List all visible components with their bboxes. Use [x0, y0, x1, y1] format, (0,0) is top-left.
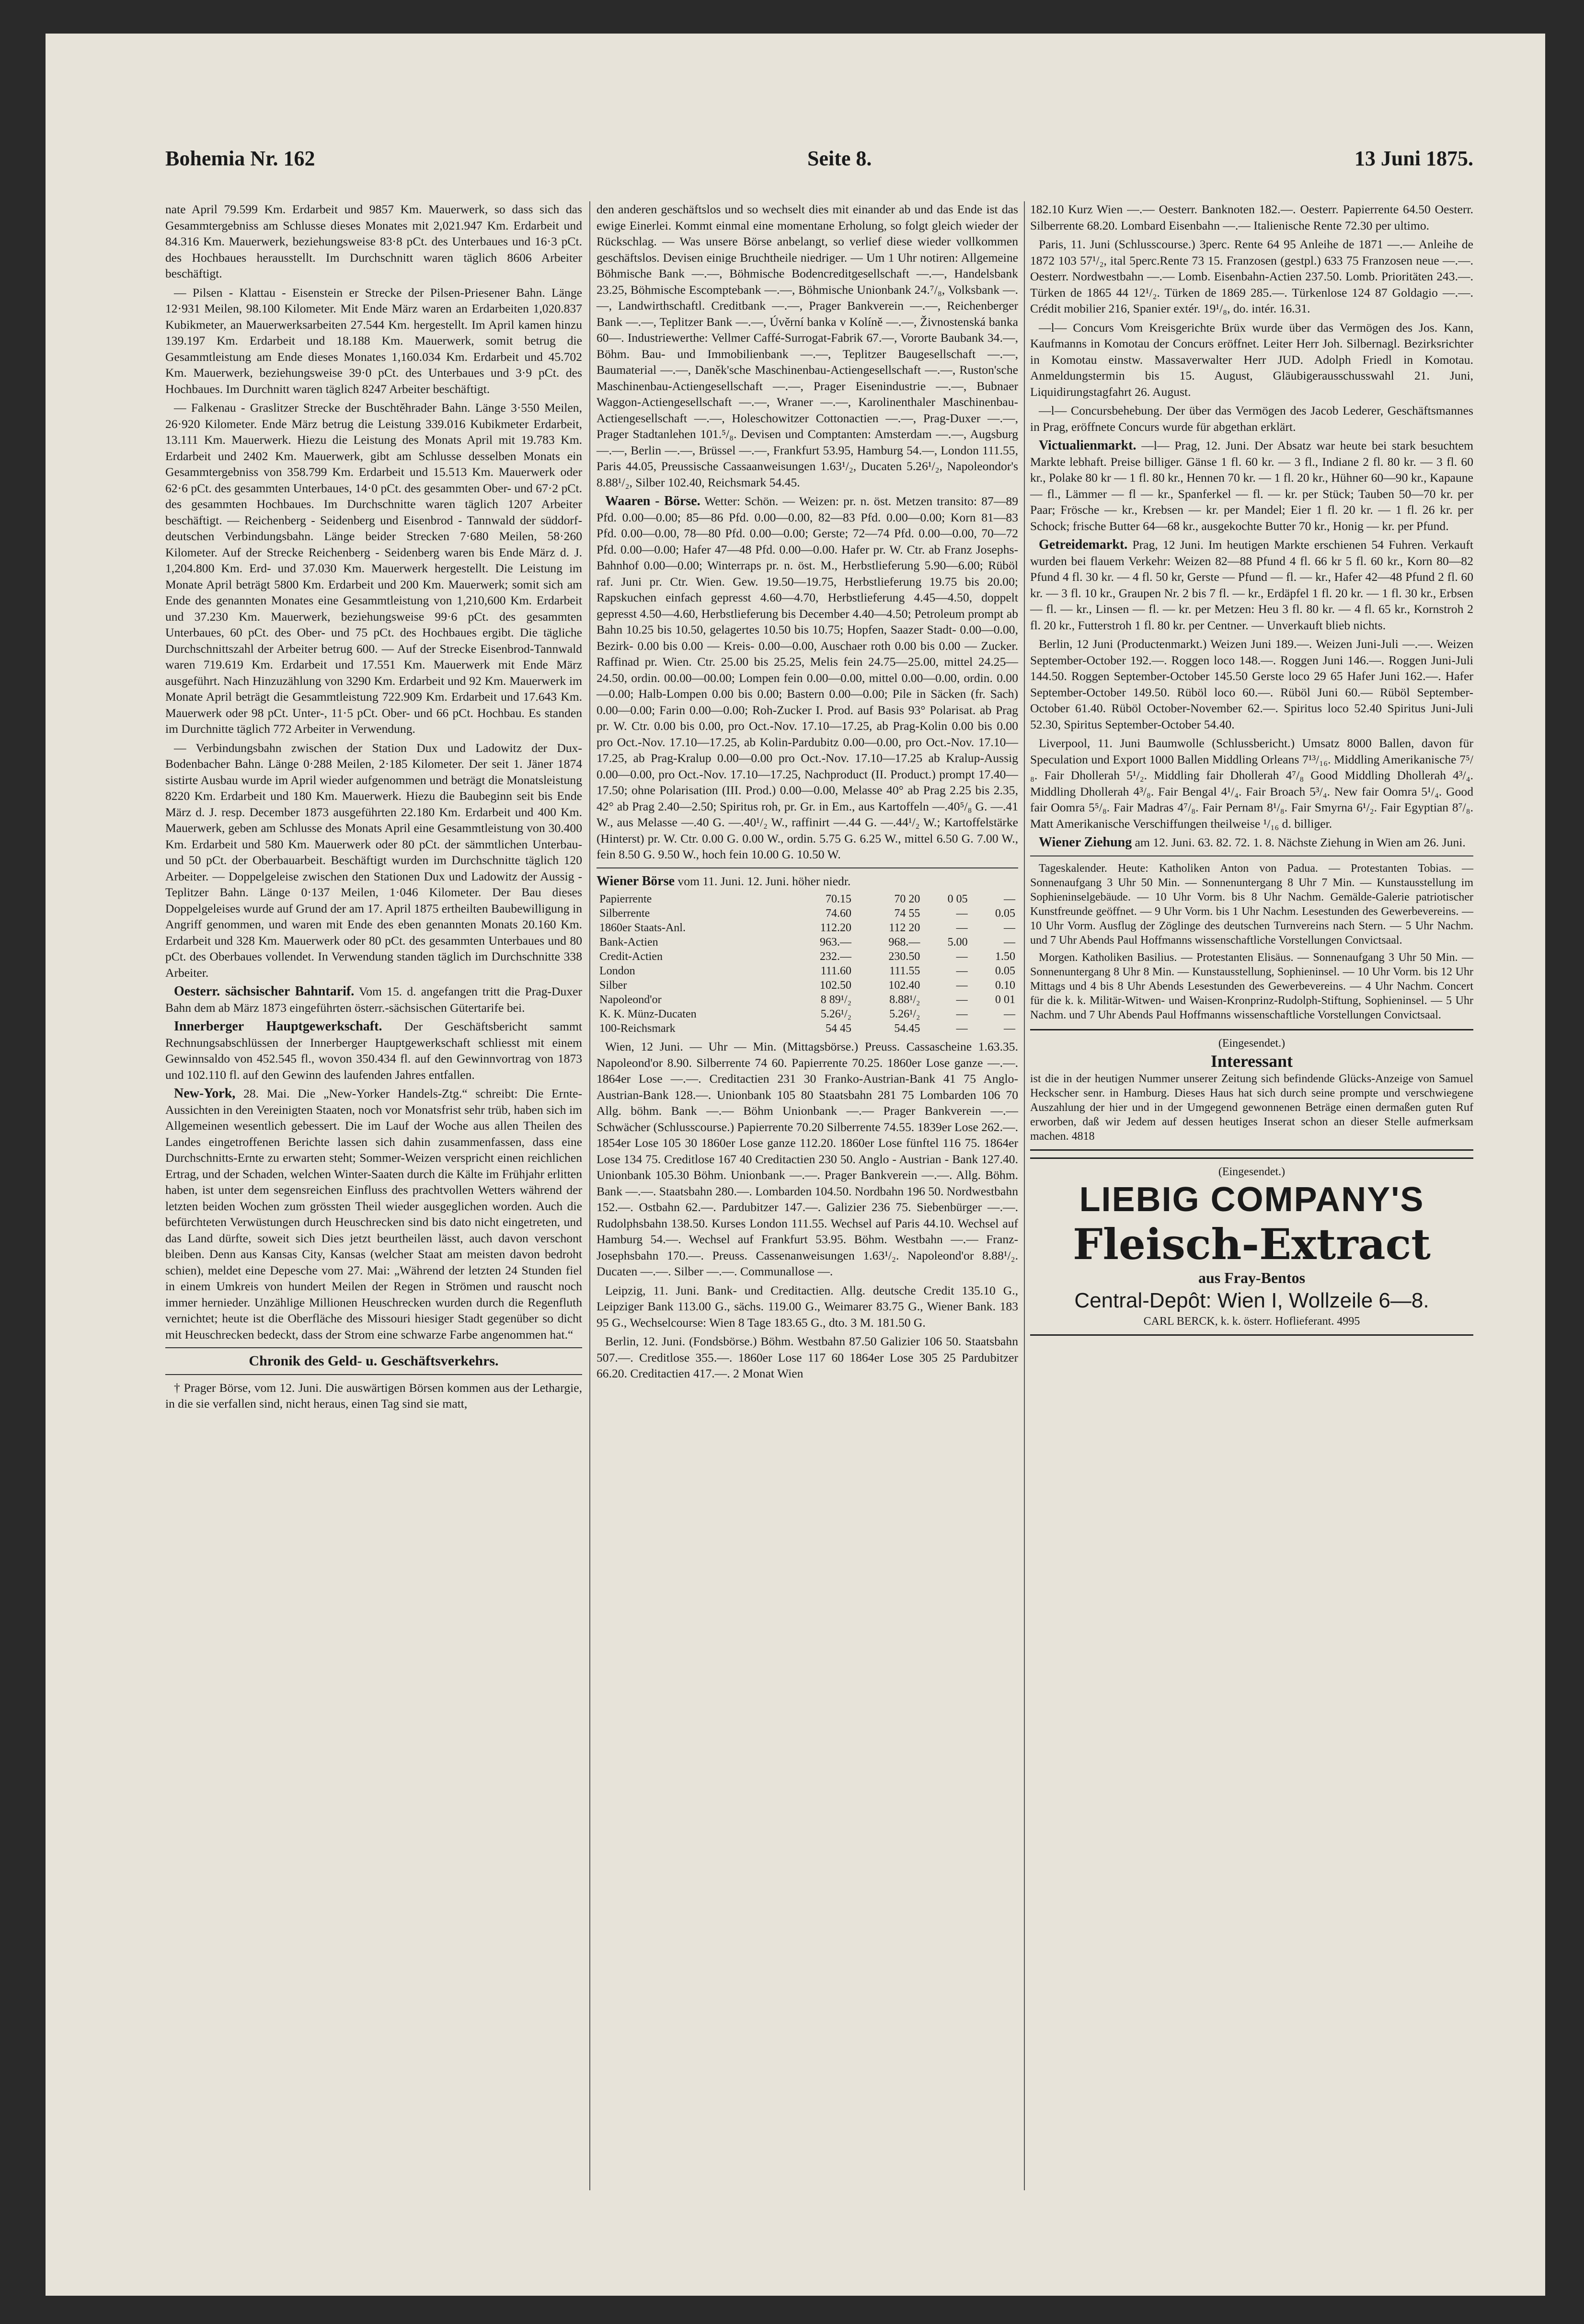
table-cell-value: 70.15 [825, 893, 851, 905]
section-heading: New-York, [174, 1086, 236, 1101]
table-cell-value: 230.50 [888, 950, 920, 963]
article-paragraph: — Falkenau - Graslitzer Strecke der Buschtěhrader Bahn. Länge 3·550 Meilen, 26·920 Kilometer. Ende März betrug die Leistung 339.016 Kubikmeter Erdarbeit, 13.111 Km. Mauerwerk. Hiezu die Leistung des Monats April mit 19.783 Km. Erdarbeit und 2402 Km. Mauerwerk, gibt am Schlusse desselben Monats ein Gesammtergebniss von 358.799 Km. Erdarbeit und 15.513 Km. Mauerwerk oder 62·6 pCt. des gesammten Unterbaues, 14·0 pCt. des gesammten Ober- und 67·2 pCt. des gesammten Hochbaues. Im Durchschnitte waren täglich 1207 Arbeiter beschäftigt. — Reichenberg - Seidenberg und Eisenbrod - Tannwald der süddorf-deutschen Verbindungsbahn. Länge beider Strecken 7·680 Meilen, 58·260 Kilometer. Auf der Strecke Reichenberg - Seidenberg waren bis Ende März d. J. 1,204.800 Km. Erd- und 37.030 Km. Mauerwerk hergestellt. Die Leistung im Monate April beträgt 5800 Km. Erdarbeit und 200 Km. Mauerwerk; somit sich am Ende des genannten Monates eine Gesammtleistung von 1,210,600 Km. Erdarbeit und 37.230 Km. Mauerwerk, beziehungsweise 99·6 pCt. des gesammten Unterbaues, 60 pCt. des Ober- und 75 pCt. des Hochbaues ergibt. Die tägliche Durchschnittszahl der Arbeiter betrug 600. — Auf der Strecke Eisenbrod-Tannwald waren 719.619 Km. Erdarbeit und 17.551 Km. Mauerwerk mit Ende März ausgeführt. Nach Hinzuzählung von 3290 Km. Erdarbeit und 92 Km. Mauerwerk im Monate April beträgt die Gesammtleistung 722.909 Km. Erdarbeit und 17.643 Km. Mauerwerk oder 98 pCt. Unter-, 11·5 pCt. Ober- und 66 pCt. Hochbau. Es standen im Durchnitte täglich 772 Arbeiter in Verwendung. [165, 401, 582, 736]
article-paragraph: Der Geschäftsbericht sammt Rechnungsabschlüssen der Innerberger Hauptgewerkschaft schliesst mit einem Gewinnsaldo von 452.545 fl., wovon 350.434 fl. auf den Gewinnvortrag von 1873 und 102.110 fl. auf den Gewinn des laufenden Jahres entfallen. [165, 1019, 582, 1082]
article-paragraph: am 12. Juni. 63. 82. 72. 1. 8. Nächste Ziehung in Wien am 26. Juni. [1135, 835, 1466, 849]
paper-name: Bohemia Nr. 162 [165, 147, 315, 170]
table-row [597, 935, 1018, 949]
article-paragraph: Berlin, 12. Juni. (Fondsbörse.) Böhm. Westbahn 87.50 Galizier 106 50. Staatsbahn 507.—. Creditlose 355.—. 1860er Lose 117 60 1864er Lose 305 25 Pardubitzer 66.20. Creditactien 417.—. 2 Monat Wien [597, 1334, 1018, 1380]
section-heading: Waaren - Börse. [605, 494, 700, 509]
table-cell-value: 963.— [819, 936, 851, 948]
article-paragraph: Wetter: Schön. — Weizen: pr. n. öst. Metzen transito: 87—89 Pfd. 0.00—0.00; 85—86 Pfd. 0.00—0.00, 82—83 Pfd. 0.00—0.00; Korn 81—83 Pfd. 0.00—0.00, 78—80 Pfd. 0.00—0.00; Gerste; 72—74 Pfd. 0.00—0.00, 70—72 Pfd. 0.00—0.00; Hafer 47—48 Pfd. 0.00—0.00. Hafer pr. W. Ctr. ab Franz Josephs-Bahnhof 0.00—0.00; Winterraps pr. n. öst. M., Herbstlieferung 5.90—6.00; Rüböl raf. Juni pr. Ctr. Wien. Gew. 19.50—19.75, Herbstlieferung 19.75 bis 20.00; Rapskuchen einfach gepresst 4.60—4.70, Herbstlieferung 4.45—4.50, doppelt gepresst 4.50—4.60, Herbstlieferung bis December 4.40—4.50; Petroleum prompt ab Bahn 10.25 bis 10.50, gelagertes 10.50 bis 10.75; Hopfen, Saazer Stadt- 0.00—0.00, Bezirk- 0.00 bis 0.00 — Kreis- 0.00—0.00, Auschaer roth 0.00 bis 0.00 — Zucker. Raffinad pr. Wien. Ctr. 25.00 bis 25.25, Melis fein 24.75—25.00, mittel 24.25—24.50, ordin. 00.00—00.00; Lompen fein 0.00—0.00, mittel 0.00—0.00, ordin. 0.00—0.00; Halb-Lompen 0.00 bis 0.00; Bastern 0.00—0.00; Pile in Säcken (fr. Sach) 0.00—0.00; Farin 0.00—0.00; Roh-Zucker I. Prod. auf Basis 93° Polarisat. ab Prag pr. W. Ctr. 0.00 bis 0.00, pro Oct.-Nov. 17.10—17.25, ab Prag-Kolin 0.00 bis 0.00 pro Oct.-Nov. 17.10—17.25, ab Kolin-Pardubitz 0.00—0.00, pro Oct.-Nov. 17.10—17.25, ab Prag-Kralup 0.00—0.00 pro Oct.-Nov. 17.10—17.25 ab Kralup-Aussig 0.00—0.00, pro Oct.-Nov. 17.10—17.25, Nachproduct (II. Product.) prompt 17.40—17.50; ohne Polarisation (III. Prod.) 0.00—0.00, Melasse 40° ab Prag 2.25 bis 2.35, 42° ab Prag 2.40—2.50; Spiritus roh, pr. Gr. in Em., aus Kartoffeln —.40⁵/₈ G. —.41 W., aus Melasse —.40 G. —.40¹/₂ W., raffinirt —.44 G. —.44¹/₂ W.; Kartoffelstärke (Hinterst) pr. W. Ctr. 0.00 G. 0.00 W., ordin. 5.75 G. 6.25 W., mittel 6.50 G. 7.00 W., fein 8.50 G. 9.50 W., hoch fein 10.00 G. 10.50 W. [597, 494, 1018, 861]
table-row [597, 978, 1018, 993]
table-cell-value: — [1004, 1022, 1015, 1035]
table-cell-value: 112 20 [889, 922, 920, 934]
table-cell-value: — [956, 994, 968, 1006]
table-cell-value: 5.26¹/₂ [820, 1008, 851, 1020]
table-cell-value: 102.50 [819, 979, 851, 992]
article-paragraph: —l— Concursbehebung. Der über das Vermögen des Jacob Lederer, Geschäftsmannes in Prag, eröffnete Concurs wurde für abgethan erklärt. [1030, 404, 1473, 434]
article-paragraph: 182.10 Kurz Wien —.— Oesterr. Banknoten 182.—. Oesterr. Papierrente 64.50 Oesterr. Silberrente 68.20. Lombard Eisenbahn —.— Italienische Rente 72.30 per ultimo. [1030, 202, 1473, 232]
advert-liebig [1030, 1157, 1473, 1336]
table-cell-label: Silber [599, 979, 627, 992]
advert-tag: (Eingesendet.) [1218, 1165, 1286, 1178]
page-header [165, 117, 1473, 170]
table-cell-value: — [956, 965, 968, 977]
table-cell-value: 968.— [888, 936, 920, 948]
table-cell-value: 112.20 [820, 922, 851, 934]
exchange-table [597, 892, 1018, 1036]
calendar-paragraph: Tageskalender. Heute: Katholiken Anton von Padua. — Protestanten Tobias. — Sonnenaufgang 3 Uhr 50 Min. — Sonnenuntergang 8 Uhr 7 Min. — Kunstausstellung im Sophieninselgebäude. — 10 Uhr Vorm. bis 8 Uhr Nachm. Gemälde-Galerie patriotischer Kunstfreunde geöffnet. — 9 Uhr Vorm. bis 1 Uhr Nachm. Lesestunden des Gewerbevereins. — 10 Uhr Vorm. Ausflug der Zöglinge des deutschen Turnvereins nach Stern. — 5 Uhr Nachm. und 7 Uhr Abends Paul Hoffmanns wissenschaftliche Vorstellungen Convictsaal. [1030, 862, 1473, 947]
table-cell-value: 0 01 [995, 994, 1015, 1006]
issue-date: 13 Juni 1875. [1354, 147, 1473, 170]
table-cell-label: K. K. Münz-Ducaten [599, 1008, 697, 1020]
table-cell-value: — [956, 1008, 968, 1020]
table-cell-label: Silberrente [599, 907, 650, 920]
table-cell-value: 8.88¹/₂ [889, 994, 920, 1006]
column-1 [165, 201, 582, 1415]
advert-product: Fleisch-Extract [1073, 1219, 1431, 1269]
table-cell-label: Bank-Actien [599, 936, 658, 948]
calendar-paragraph: Morgen. Katholiken Basilius. — Protestanten Elisäus. — Sonnenaufgang 3 Uhr 50 Min. — Sonnenuntergang 8 Uhr 8 Min. — Kunstausstellung, Sophieninsel. — 10 Uhr Vorm. bis 12 Uhr Mittags und 4 bis 8 Uhr Abends Lesestunden des Gewerbevereins. — 4 Uhr Nachm. Concert für die k. k. Militär-Witwen- und Waisen-Kronprinz-Rudolph-Stiftung, Sophieninsel. — 5 Uhr Nachm. und 7 Uhr Abends Paul Hoffmanns wissenschaftliche Vorstellungen Convictsaal. [1030, 951, 1473, 1021]
column-separator [589, 201, 590, 2190]
table-cell-label: Credit-Actien [599, 950, 663, 963]
advert-depot: Central-Depôt: Wien I, Wollzeile 6—8. [1074, 1288, 1429, 1312]
column-separator [1024, 201, 1025, 2190]
table-cell-value: 74 55 [894, 907, 920, 920]
article-paragraph: Vom 15. d. angefangen tritt die Prag-Duxer Bahn dem ab März 1873 eingeführten österr.-sächsischen Gütertarife bei. [165, 984, 583, 1015]
table-cell-value: 5.26¹/₂ [889, 1008, 920, 1020]
table-cell-value: — [1004, 922, 1015, 934]
article-paragraph: den anderen geschäftslos und so wechselt dies mit einander ab und das Ende ist das ewige Einerlei. Kommt einmal eine momentane Erholung, so folgt gleich wieder der Rückschlag. — Was unsere Börse anbelangt, so verlief diese wieder vollkommen geschäftslos. Devisen einige Bruchtheile niedriger. — Um 1 Uhr notiren: Allgemeine Böhmische Bank —.—, Böhmische Bodencreditgesellschaft —.—, Handelsbank 23.25, Böhmische Escomptebank —.—, Böhmische Unionbank 24.⁷/₈, Volksbank —.—, Landwirthschaftl. Creditbank —.—, Prager Bankverein —.—, Reichenberger Bank —.—, Teplitzer Bank —.—, Úvěrní banka v Kolíně —.—, Živnostenská banka 60—. Industriewerthe: Vellmer Caffé-Surrogat-Fabrik 67.—, Vororte Baubank 34.—, Böhm. Bau- und Immobilienbank —.—, Teplitzer Baugesellschaft —.—, Baumaterial —.—, Daněk'sche Maschinenbau-Actiengesellschaft —.—, Ruston'sche Maschinenbau-Actiengesellschaft —.—, Prager Eisenindustrie —.—, Bubnaer Waggon-Actiengesellschaft —.—, Wraner —.—, Karolinenthaler Maschinenbau-Actiengesellschaft —.—, Holeschowitzer Cottonactien —.—, Prag-Duxer —.—, Prager Stadtanlehen 101.⁵/₈. Devisen und Comptanten: Amsterdam —.—, Augsburg —.—, Berlin —.—, Brüssel —.—, Frankfurt 53.95, Hamburg 54.—, London 111.55, Paris 44.05, Preussische Cassaanweisungen 1.63¹/₂, Ducaten 5.26¹/₂, Napoleondor's 8.88¹/₂, Silber 102.40, Reichsmark 54.45. [597, 202, 1018, 489]
table-cell-value: — [956, 922, 968, 934]
table-row [597, 949, 1018, 964]
table-cell-value: — [1004, 936, 1015, 948]
advert-title: Interessant [1210, 1051, 1293, 1071]
table-cell-value: — [956, 979, 968, 992]
article-paragraph: Liverpool, 11. Juni Baumwolle (Schlussbericht.) Umsatz 8000 Ballen, davon für Speculation und Export 1000 Ballen Middling Orleans 7¹³/₁₆. Middling Amerikanische 7⁵/₈. Fair Dhollerah 5¹/₂. Middling fair Dhollerah 4⁷/₈ Good Middling Dhollerah 4³/₄. Middling Dhollerah 4³/₈. Fair Bengal 4¹/₄. Fair Broach 5³/₄. New fair Oomra 5¹/₄. Good fair Oomra 5⁵/₈. Fair Madras 4⁷/₈. Fair Pernam 8¹/₈. Fair Smyrna 6¹/₂. Fair Egyptian 8⁷/₈. Matt Amerikanische Verschiffungen theilweise ¹/₁₆ d. billiger. [1030, 736, 1473, 831]
table-cell-value: — [956, 907, 968, 920]
table-cell-label: 1860er Staats-Anl. [599, 922, 686, 934]
table-cell-value: 70 20 [894, 893, 920, 905]
article-paragraph: —l— Prag, 12. Juni. Der Absatz war heute bei stark besuchtem Markte lebhaft. Preise billiger. Gänse 1 fl. 60 kr. — 3 fl., Indiane 2 fl. 80 kr. — 3 fl. 60 kr., Polake 80 kr — 1 fl. 80 kr., Hennen 70 kr. — 1 fl. 20 kr., Hühner 60—90 kr., Kapaune — fl., Lämmer — fl — kr., Spanferkel — fl. — kr. per Stück; Tauben 50—70 kr. per Paar; Frösche — kr., Krebsen — kr. per Mandel; Eier 1 fl. 20 kr. — 1 fl. 26 kr. per Schock; frische Butter 64—68 kr., ausgekochte Butter 70 kr., Honig — kr. per Pfund. [1030, 439, 1473, 533]
divider [165, 1374, 582, 1375]
table-cell-value: — [1004, 893, 1015, 905]
article-paragraph: Paris, 11. Juni (Schlusscourse.) 3perc. Rente 64 95 Anleihe de 1871 —.— Anleihe de 1872 103 57¹/₂, ital 5perc.Rente 73 15. Franzosen (gestpl.) 633 75 Franzosen neue —.—. Oesterr. Nordwestbahn —.— Lomb. Eisenbahn-Actien 237.50. Lomb. Prioritäten 243.—. Türken de 1865 44 12¹/₂. Türken de 1869 285.—. Türkenlose 124 87 Goldagio —.—. Crédit mobilier 216, Spanier extér. 19¹/₈, do. intér. 16.31. [1030, 237, 1473, 315]
advert-brand: LIEBIG COMPANY'S [1079, 1180, 1424, 1219]
article-paragraph: Wien, 12 Juni. — Uhr — Min. (Mittagsbörse.) Preuss. Cassascheine 1.63.35. Napoleond'or 8.90. Silberrente 74 60. Papierrente 70.25. 1860er Lose ganze —.—. 1864er Lose —.—. Creditactien 231 30 Franko-Austrian-Bank 41 75 Anglo-Austrian-Bank 128.—. Unionbank 105 80 Staatsbahn 281 75 Lombarden 106 70 Allg. böhm. Bank —.— Böhm Unionbank —.— Prager Bankverein —.— Schwächer (Schlusscourse.) Papierrente 70.20 Silberrente 74.55. 1839er Lose 262.—. 1854er Lose 105 30 1860er Lose ganze 112.20. 1860er Lose fünftel 116 75. 1864er Lose 134 75. Creditlose 167 40 Creditactien 230 50. Anglo - Austrian - Bank 127.40. Unionbank 105.30 Böhm. Unionbank —.—. Prager Bankverein —.—. Allg. Böhm. Bank —.—. Staatsbahn 280.—. Lombarden 104.50. Nordbahn 196 50. Nordwestbahn 152.—. Ostbahn 62.—. Pardubitzer 147.—. Galizier 236 75. Siebenbürger —.—. Rudolphsbahn 138.50. Kurses London 111.55. Wechsel auf Paris 44.10. Wechsel auf Hamburg 54.—. Wechsel auf Frankfurt 53.95. Böhm. Westbahn —.— Franz-Josephsbahn 170.—. Preuss. Cassenanweisungen 1.63¹/₂. Napoleond'or 8.88¹/₂. Ducaten —.—. Silber —.—. Communallose —. [597, 1040, 1019, 1278]
table-cell-value: 54.45 [894, 1022, 920, 1035]
article-paragraph: — Pilsen - Klattau - Eisenstein er Strecke der Pilsen-Priesener Bahn. Länge 12·931 Meilen, 98.100 Kilometer. Mit Ende März waren an Erdarbeiten 1,020.837 Kubikmeter, an Mauerwerksarbeiten 27.544 Km. hergestellt. Im April kamen hinzu 139.197 Km. Erdarbeit und 18.188 Km. Mauerwerk, somit betrug die Gesammtleistung am Ende dieses Monates 1,160.034 Km. Erdarbeit und 45.702 Km. Mauerwerk, beziehungsweise 39·0 pCt. des Unterbaues und 3·9 pCt. des Hochbaues. Im Durchnitt waren täglich 8247 Arbeiter beschäftigt. [165, 285, 582, 396]
advert-tag: (Eingesendet.) [1218, 1037, 1286, 1050]
section-heading: Oesterr. sächsischer Bahntarif. [174, 984, 355, 999]
table-cell-value: 0 05 [947, 893, 968, 905]
table-cell-label: 100-Reichsmark [599, 1022, 676, 1035]
table-header: vom 11. Juni. 12. Juni. höher niedr. [677, 874, 851, 888]
table-cell-value: — [1004, 1008, 1015, 1020]
table-cell-value: 102.40 [888, 979, 920, 992]
advert-supplier: CARL BERCK, k. k. österr. Hoflieferant. [1143, 1315, 1334, 1328]
article-paragraph: nate April 79.599 Km. Erdarbeit und 9857 Km. Mauerwerk, so dass sich das Gesammtergebniss am Schlusse dieses Monates mit 2,021.947 Km. Erdarbeit und 84.316 Km. Mauerwerk, beziehungsweise 83·8 pCt. des Unterbaues und 16·3 pCt. des Hochbaues herausstellt. Im Durchschnitt waren täglich 8606 Arbeiter beschäftigt. [165, 202, 582, 280]
table-row [597, 993, 1018, 1007]
table-cell-value: 0.05 [995, 907, 1015, 920]
article-paragraph: Berlin, 12 Juni (Productenmarkt.) Weizen Juni 189.—. Weizen Juni-Juli —.—. Weizen September-October 192.—. Roggen loco 148.—. Roggen Juni 146.—. Roggen Juni-Juli 144.50. Roggen September-October 145.50 Gerste loco 29 65 Hafer Juni 162.—. Hafer September-October 149.50. Rüböl loco 60.—. Rüböl Juni 60.— Rüböl September-October 61.40. Rüböl October-November 62.—. Spiritus loco 52.40 Spiritus Juni-Juli 52.30, Spiritus September-October 54.40. [1030, 637, 1473, 731]
advert-origin: aus Fray-Bentos [1198, 1269, 1306, 1286]
article-paragraph: Leipzig, 11. Juni. Bank- und Creditactien. Allg. deutsche Credit 135.10 G., Leipziger Bank 113.00 G., sächs. 119.00 G., Weimarer 83.75 G., Wiener Bank. 183 95 G., Wechselcourse: Wien 8 Tage 183.65 G., dto. 3 M. 181.50 G. [597, 1283, 1018, 1330]
table-row [597, 1007, 1018, 1021]
section-heading: Wiener Ziehung [1039, 835, 1132, 850]
table-cell-label: London [599, 965, 635, 977]
newspaper-page [46, 34, 1545, 2296]
table-cell-value: — [956, 950, 968, 963]
article-paragraph: — Verbindungsbahn zwischen der Station Dux und Ladowitz der Dux-Bodenbacher Bahn. Länge 0·288 Meilen, 2·185 Kilometer. Der seit 1. Jäner 1874 sistirte Ausbau wurde im April wieder aufgenommen und beträgt die Monatsleistung 8220 Km. Erdarbeit und 180 Km. Mauerwerk. Hiezu die Baubeginn seit bis Ende März d. J. resp. December 1873 ausgeführten 22.180 Km. Erdarbeit und 400 Km. Mauerwerk, geben am Schlusse des Monats April eine Gesammtleistung von 30.400 Km. Erdarbeit und 580 Km. Mauerwerk oder 80 pCt. der sämmtlichen Unterbau- und 50 pCt. der Oberbauarbeit. Beschäftigt wurden im Durchschnitte täglich 120 Arbeiter. — Doppelgeleise zwischen den Stationen Dux und Ladowitz der Aussig - Teplitzer Bahn. Länge 0·137 Meilen, 1·046 Kilometer. Der Bau dieses Doppelgeleises wurde auf Grund der am 17. April 1875 ertheilten Baubewilligung in Angriff genommen, und waren mit Ende des eben genannten Monats 20.160 Km. Erdarbeit und 328 Km. Mauerwerk oder 80 pCt. des gesammten Unterbaues und 80 pCt. des Oberbaues vollendet. In Verwendung standen täglich im Durchschnitte 338 Arbeiter. [165, 740, 582, 980]
table-cell-value: 54 45 [825, 1022, 851, 1035]
column-2 [597, 201, 1018, 1385]
table-row [597, 1021, 1018, 1036]
section-title: Chronik des Geld- u. Geschäftsverkehrs. [249, 1353, 499, 1369]
table-cell-label: Papierrente [599, 893, 652, 905]
table-row [597, 964, 1018, 978]
column-3 [1030, 201, 1473, 1336]
section-heading: Wiener Börse [597, 873, 675, 889]
advert-number: 4995 [1337, 1315, 1360, 1328]
table-cell-value: 0.10 [995, 979, 1015, 992]
table-row [597, 892, 1018, 906]
table-cell-value: 111.60 [820, 965, 851, 977]
article-paragraph: Prag, 12 Juni. Im heutigen Markte erschienen 54 Fuhren. Verkauft wurden bei flauem Verkehr: Weizen 82—88 Pfund 4 fl. 66 kr 5 fl. 60 kr., Korn 80—82 Pfund 4 fl. 30 kr. — 4 fl. 50 kr, Gerste — Pfund — fl. — kr., Hafer 42—48 Pfund 2 fl. 60 kr. — 3 fl. 10 kr., Graupen Nr. 2 bis 7 fl. — kr., Erdäpfel 1 fl. 20 kr. — 1 fl. 30 kr., Erbsen — fl. — kr., Linsen — fl. — kr. per Metzen: Heu 3 fl. 80 kr. — 4 fl. 65 kr., Kornstroh 2 fl. 20 kr., Futterstroh 1 fl. 80 kr. per Centner. — Unverkauft blieb nichts. [1030, 538, 1473, 632]
table-cell-value: 8 89¹/₂ [820, 994, 851, 1006]
advert-number: 4818 [1071, 1130, 1095, 1143]
article-paragraph: † Prager Börse, vom 12. Juni. Die auswärtigen Börsen kommen aus der Lethargie, in die sie verfallen sind, nicht heraus, einen Tag sind sie matt, [165, 1380, 582, 1411]
table-row [597, 921, 1018, 935]
table-cell-value: 0.05 [995, 965, 1015, 977]
section-heading: Victualienmarkt. [1039, 438, 1136, 453]
table-cell-value: 5.00 [947, 936, 968, 948]
article-paragraph: —l— Concurs Vom Kreisgerichte Brüx wurde über das Vermögen des Jos. Kann, Kaufmanns in Komotau der Concurs eröffnet. Leiter Herr Joh. Silbernagl. Bezirksrichter in Komotau einstw. Massaverwalter Herr JUD. Adolph Friedl in Komotau. Anmeldungstermin bis 15. August, Gläubigerausschusswahl 21. Juni, Liquidirungstagfahrt 26. August. [1030, 320, 1473, 399]
table-cell-value: 74.60 [825, 907, 851, 920]
advert-interessant [1030, 1029, 1473, 1151]
table-cell-value: 1.50 [995, 950, 1015, 963]
divider [165, 1347, 582, 1348]
article-paragraph: 28. Mai. Die „New-Yorker Handels-Ztg.“ schreibt: Die Ernte-Aussichten in den Vereinigten Staaten, noch vor Monatsfrist sehr trüb, haben sich im Allgemeinen wesentlich gebessert. Die im Lauf der Woche aus allen Theilen des Landes eingetroffenen Berichte lassen sich dahin zusammenfassen, dass eine Durchschnitts-Ernte zu erwarten steht; Sommer-Weizen verspricht einen reichlichen Ertrag, und der Schaden, welchen Winter-Saaten durch die Kälte im Frühjahr erlitten haben, ist unter dem segensreichen Einfluss des prachtvollen Wetters während der letzten beiden Wochen zum grössten Theil wieder ausgeglichen worden. Auch die befürchteten Verwüstungen durch Heuschrecken sind bis dato nicht eingetreten, und das Land dürfte, soweit sich Dies jetzt beurtheilen lässt, auch davon verschont bleiben. Denn aus Kansas City, Kansas (welcher Staat am meisten davon bedroht schien), meldet eine Depesche vom 27. Mai: „Während der letzten 24 Stunden fiel in einem Umkreis von hundert Meilen der Regen in Strömen und rauscht noch immer hernieder. Unzählige Millionen Heuschrecken wurden durch die Regenfluth vernichtet; heute ist die Oberfläche des Missouri hiesiger Stadt gegenüber so dicht mit Heuschrecken bedeckt, dass der Strom eine schwarze Farbe angenommen hat.“ [165, 1087, 582, 1341]
section-heading: Getreidemarkt. [1039, 537, 1128, 552]
table-cell-value: — [956, 1022, 968, 1035]
table-row [597, 906, 1018, 921]
table-cell-value: 111.55 [889, 965, 920, 977]
page-number: Seite 8. [807, 147, 872, 170]
advert-text: ist die in der heutigen Nummer unserer Zeitung sich befindende Glücks-Anzeige von Samuel Heckscher senr. in Hamburg. Dieses Haus hat sich durch seine prompte und verschwiegene Auszahlung der hier und in der Umgegend gewonnenen Beträge einen dermaßen guten Ruf erworben, daß wir Jedem auf dessen heutiges Inserat schon an dieser Stelle aufmerksam machen. [1030, 1072, 1473, 1143]
divider [597, 867, 1018, 868]
table-cell-label: Napoleond'or [599, 994, 662, 1006]
table-cell-value: 232.— [819, 950, 851, 963]
section-heading: Innerberger Hauptgewerkschaft. [174, 1019, 382, 1034]
